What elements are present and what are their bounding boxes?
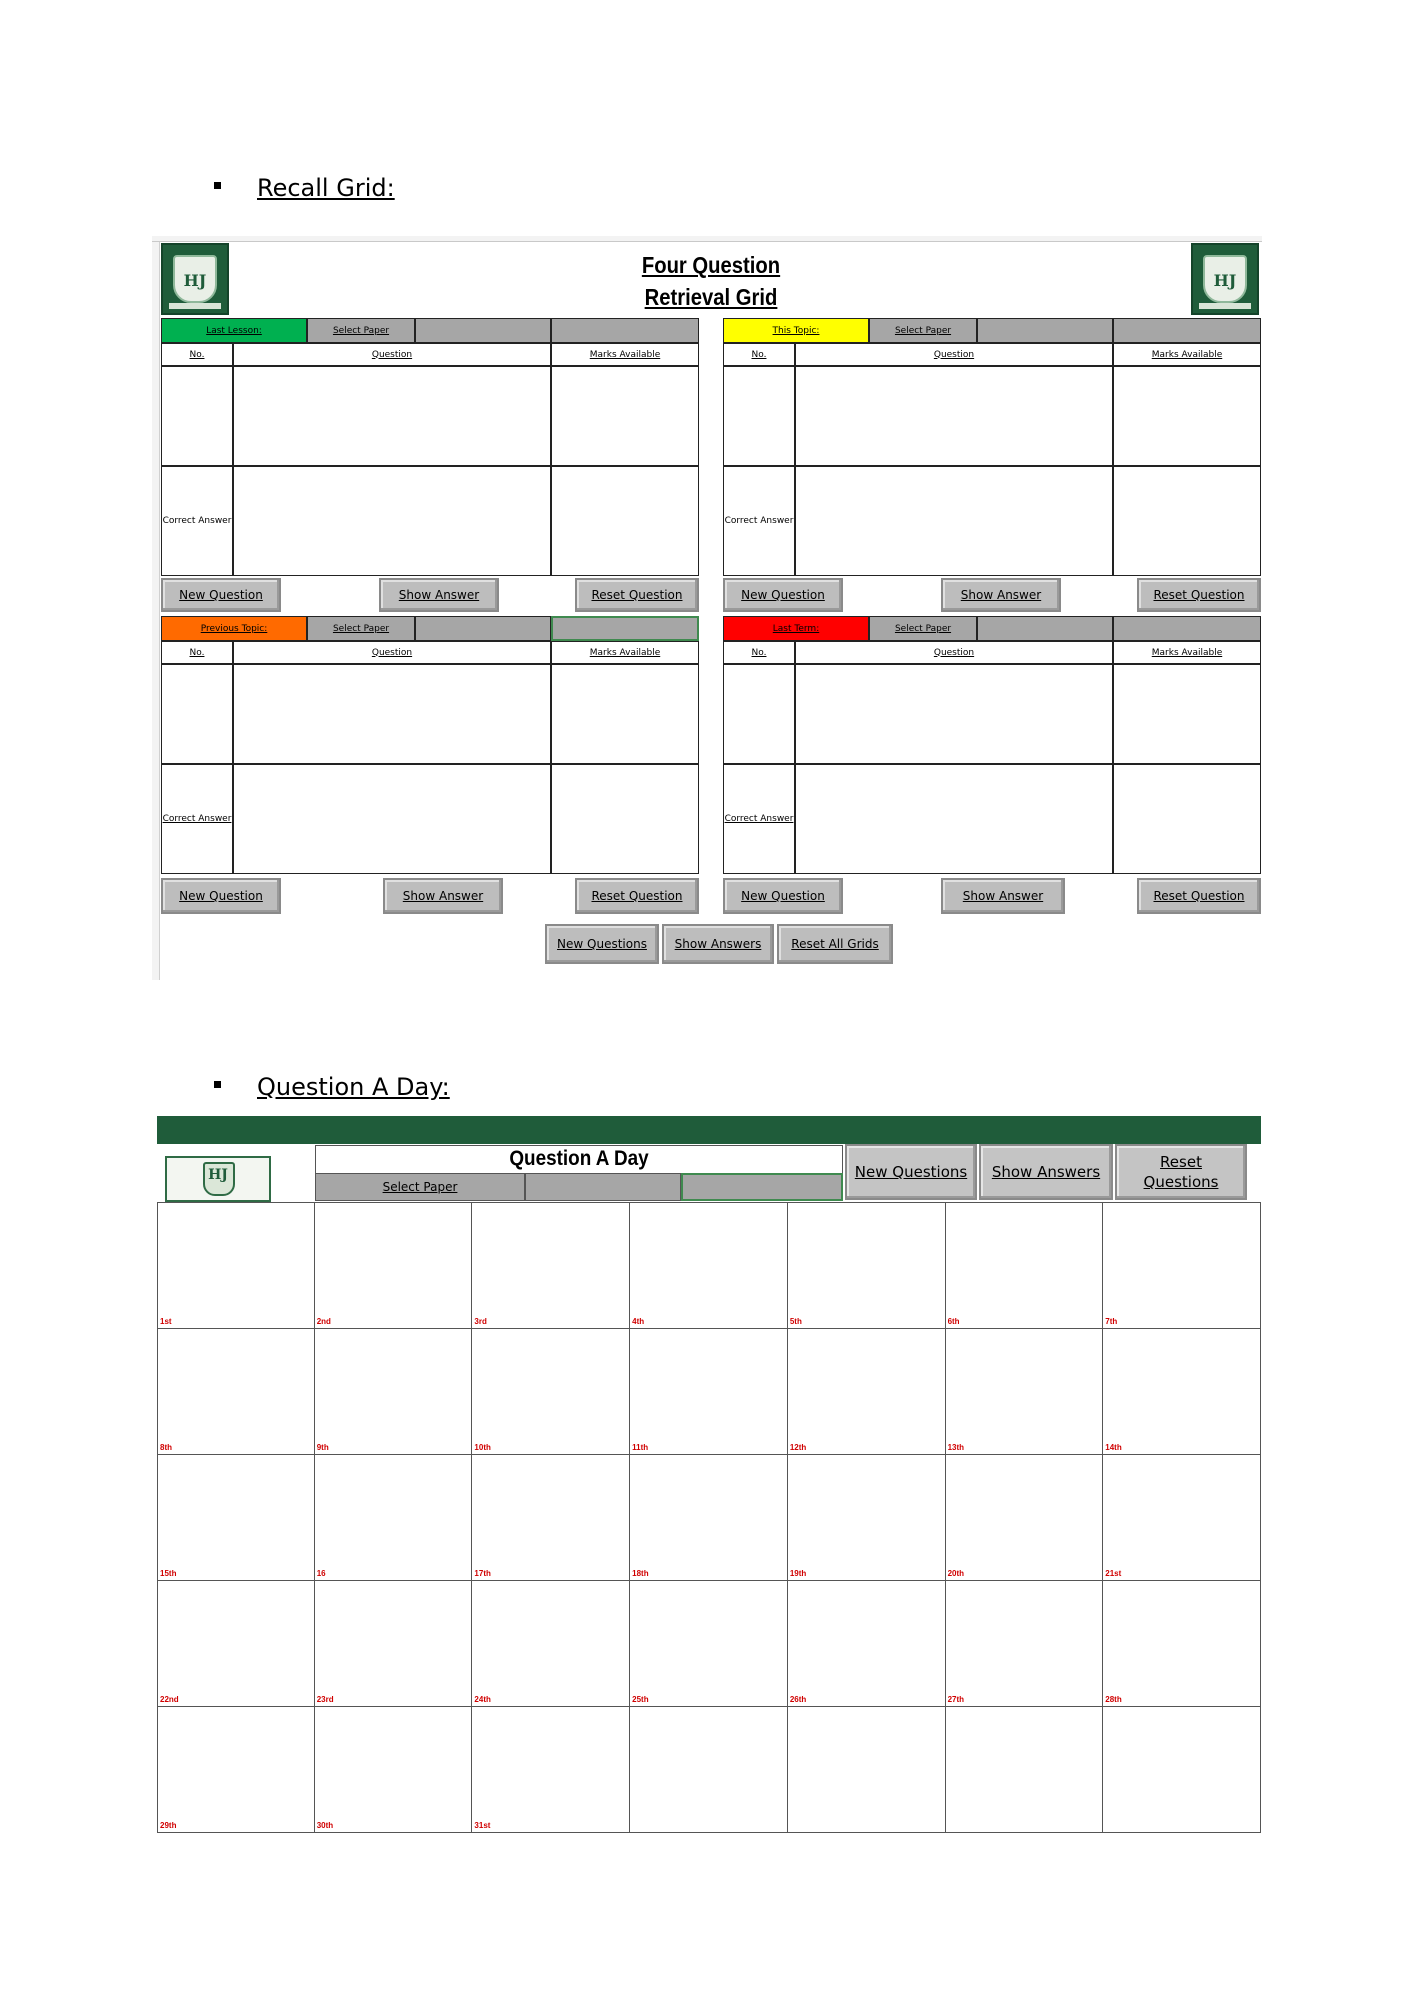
new-questions-button[interactable]: New Questions — [545, 924, 659, 964]
school-logo-icon: HJ — [165, 1156, 271, 1202]
question-no-cell — [161, 664, 233, 764]
day-label: 3rd — [474, 1317, 487, 1326]
answer-marks-cell — [1113, 466, 1261, 576]
reset-question-button[interactable]: Reset Question — [1137, 578, 1261, 612]
show-answers-button[interactable]: Show Answers — [979, 1144, 1113, 1200]
reset-questions-button[interactable]: Reset Questions — [1115, 1144, 1247, 1200]
day-label: 4th — [632, 1317, 645, 1326]
reset-all-grids-button[interactable]: Reset All Grids — [777, 924, 893, 964]
question-cell — [795, 664, 1113, 764]
day-cell[interactable] — [157, 1581, 315, 1707]
marks-cell — [1113, 366, 1261, 466]
paper-dropdown[interactable] — [977, 318, 1113, 343]
new-question-button[interactable]: New Question — [723, 878, 843, 914]
answer-marks-cell — [551, 466, 699, 576]
row-ruler — [152, 242, 160, 980]
day-cell[interactable] — [472, 1581, 630, 1707]
day-cell[interactable] — [788, 1455, 946, 1581]
new-question-button[interactable]: New Question — [723, 578, 843, 612]
question-cell — [233, 664, 551, 764]
day-cell[interactable] — [630, 1329, 788, 1455]
col-no-header: No. — [723, 343, 795, 366]
day-cell[interactable] — [946, 1329, 1104, 1455]
day-cell[interactable] — [788, 1329, 946, 1455]
day-label: 20th — [947, 1569, 965, 1578]
col-marks-header: Marks Available — [1113, 641, 1261, 664]
col-question-header: Question — [233, 641, 551, 664]
bullet-icon — [214, 182, 221, 189]
marks-cell — [1113, 664, 1261, 764]
answer-cell — [233, 764, 551, 874]
day-cell[interactable] — [1103, 1455, 1261, 1581]
day-cell[interactable] — [472, 1707, 630, 1833]
reset-question-button[interactable]: Reset Question — [575, 578, 699, 612]
show-answer-button[interactable]: Show Answer — [383, 878, 503, 914]
col-question-header: Question — [233, 343, 551, 366]
column-ruler — [152, 236, 1262, 242]
day-label: 28th — [1105, 1695, 1122, 1704]
day-cell[interactable] — [946, 1581, 1104, 1707]
panel-last-term — [723, 616, 1261, 912]
day-label: 12th — [789, 1443, 807, 1452]
question-no-cell — [723, 366, 795, 466]
day-label: 19th — [789, 1569, 807, 1578]
col-no-header: No. — [161, 343, 233, 366]
day-label: 24th — [474, 1695, 491, 1704]
paper-dropdown-extra[interactable] — [1113, 616, 1261, 641]
paper-dropdown-extra[interactable] — [1113, 318, 1261, 343]
day-label: 10th — [474, 1443, 491, 1452]
day-cell[interactable] — [157, 1203, 315, 1329]
correct-answer-label: Correct Answer — [723, 466, 795, 576]
select-paper-label: Select Paper — [869, 318, 977, 343]
day-cell[interactable] — [315, 1455, 473, 1581]
correct-answer-label: Correct Answer — [161, 466, 233, 576]
marks-cell — [551, 664, 699, 764]
school-crest-icon: HJ — [1191, 243, 1259, 315]
col-question-header: Question — [795, 343, 1113, 366]
calendar-grid — [157, 1202, 1261, 1832]
day-cell[interactable] — [630, 1203, 788, 1329]
day-cell[interactable] — [315, 1329, 473, 1455]
show-answer-button[interactable]: Show Answer — [379, 578, 499, 612]
col-marks-header: Marks Available — [551, 343, 699, 366]
reset-question-button[interactable]: Reset Question — [575, 878, 699, 914]
col-marks-header: Marks Available — [551, 641, 699, 664]
panel-this-topic — [723, 318, 1261, 614]
col-no-header: No. — [161, 641, 233, 664]
day-cell[interactable] — [157, 1707, 315, 1833]
day-cell[interactable] — [630, 1581, 788, 1707]
day-cell[interactable] — [472, 1203, 630, 1329]
day-cell[interactable] — [788, 1707, 946, 1833]
answer-cell — [795, 466, 1113, 576]
day-label: 13th — [947, 1443, 965, 1452]
answer-marks-cell — [1113, 764, 1261, 874]
grid-title: Four Question Retrieval Grid — [641, 252, 781, 310]
day-cell[interactable] — [630, 1707, 788, 1833]
col-question-header: Question — [795, 641, 1113, 664]
panel-label: Last Lesson: — [161, 318, 307, 343]
qad-title: Question A Day — [509, 1147, 649, 1170]
day-label: 21st — [1105, 1569, 1122, 1578]
day-label: 9th — [316, 1443, 329, 1452]
day-cell[interactable] — [472, 1455, 630, 1581]
school-crest-icon: HJ — [161, 243, 229, 315]
new-question-button[interactable]: New Question — [161, 578, 281, 612]
day-cell[interactable] — [1103, 1707, 1261, 1833]
marks-cell — [551, 366, 699, 466]
paper-dropdown[interactable] — [977, 616, 1113, 641]
day-label: 8th — [160, 1443, 172, 1452]
paper-dropdown-extra[interactable] — [551, 318, 699, 343]
day-cell[interactable] — [157, 1455, 315, 1581]
day-cell[interactable] — [788, 1203, 946, 1329]
paper-dropdown[interactable] — [415, 318, 551, 343]
select-paper-label: Select Paper — [869, 616, 977, 641]
recall-grid-heading: Recall Grid: — [214, 174, 395, 202]
day-cell[interactable] — [472, 1329, 630, 1455]
question-cell — [233, 366, 551, 466]
day-label: 18th — [632, 1569, 649, 1578]
answer-cell — [233, 466, 551, 576]
day-cell[interactable] — [1103, 1581, 1261, 1707]
panel-label: This Topic: — [723, 318, 869, 343]
day-cell[interactable] — [1103, 1329, 1261, 1455]
qad-header — [157, 1144, 1261, 1202]
new-questions-button[interactable]: New Questions — [845, 1144, 977, 1200]
panel-previous-topic — [161, 616, 699, 912]
selected-cell[interactable] — [681, 1173, 843, 1201]
day-label: 14th — [1105, 1443, 1122, 1452]
col-marks-header: Marks Available — [1113, 343, 1261, 366]
day-label: 26th — [789, 1695, 807, 1704]
answer-cell — [795, 764, 1113, 874]
day-label: 5th — [789, 1317, 802, 1326]
day-label: 1st — [160, 1317, 172, 1326]
answer-marks-cell — [551, 764, 699, 874]
day-cell[interactable] — [157, 1329, 315, 1455]
day-label: 30th — [316, 1821, 334, 1830]
grid-banner — [161, 243, 1261, 317]
day-cell[interactable] — [1103, 1203, 1261, 1329]
paper-dropdown[interactable] — [525, 1173, 681, 1201]
panel-last-lesson — [161, 318, 699, 614]
paper-dropdown[interactable] — [415, 616, 551, 641]
day-label: 25th — [632, 1695, 649, 1704]
day-label: 17th — [474, 1569, 491, 1578]
day-label: 11th — [632, 1443, 649, 1452]
question-cell — [795, 366, 1113, 466]
day-cell[interactable] — [315, 1203, 473, 1329]
reset-question-button[interactable]: Reset Question — [1137, 878, 1261, 914]
correct-answer-label: Correct Answer — [161, 764, 233, 874]
day-label: 31st — [474, 1821, 491, 1830]
show-answer-button[interactable]: Show Answer — [941, 578, 1061, 612]
day-label: 16 — [316, 1569, 326, 1578]
day-cell[interactable] — [788, 1581, 946, 1707]
day-label: 7th — [1105, 1317, 1118, 1326]
green-banner — [157, 1116, 1261, 1144]
day-cell[interactable] — [946, 1203, 1104, 1329]
day-label: 27th — [947, 1695, 965, 1704]
selected-cell[interactable] — [551, 616, 699, 641]
day-label: 22nd — [160, 1695, 179, 1704]
question-no-cell — [161, 366, 233, 466]
day-label: 2nd — [316, 1317, 331, 1326]
day-cell[interactable] — [946, 1455, 1104, 1581]
correct-answer-label: Correct Answer — [723, 764, 795, 874]
select-paper-label: Select Paper — [307, 318, 415, 343]
show-answer-button[interactable]: Show Answer — [941, 878, 1065, 914]
bullet-icon — [214, 1081, 221, 1088]
qad-title-cell — [315, 1145, 843, 1173]
day-label: 29th — [160, 1821, 177, 1830]
panel-label: Last Term: — [723, 616, 869, 641]
day-cell[interactable] — [315, 1707, 473, 1833]
day-cell[interactable] — [315, 1581, 473, 1707]
show-answers-button[interactable]: Show Answers — [662, 924, 774, 964]
day-label: 15th — [160, 1569, 177, 1578]
day-cell[interactable] — [946, 1707, 1104, 1833]
select-paper-label: Select Paper — [315, 1173, 525, 1201]
question-no-cell — [723, 664, 795, 764]
panel-label: Previous Topic: — [161, 616, 307, 641]
day-label: 23rd — [316, 1695, 334, 1704]
day-cell[interactable] — [630, 1455, 788, 1581]
question-a-day-heading: Question A Day: — [214, 1073, 450, 1101]
new-question-button[interactable]: New Question — [161, 878, 281, 914]
question-a-day-sheet — [157, 1116, 1261, 1836]
col-no-header: No. — [723, 641, 795, 664]
recall-grid-sheet — [152, 236, 1262, 980]
day-label: 6th — [947, 1317, 960, 1326]
select-paper-label: Select Paper — [307, 616, 415, 641]
